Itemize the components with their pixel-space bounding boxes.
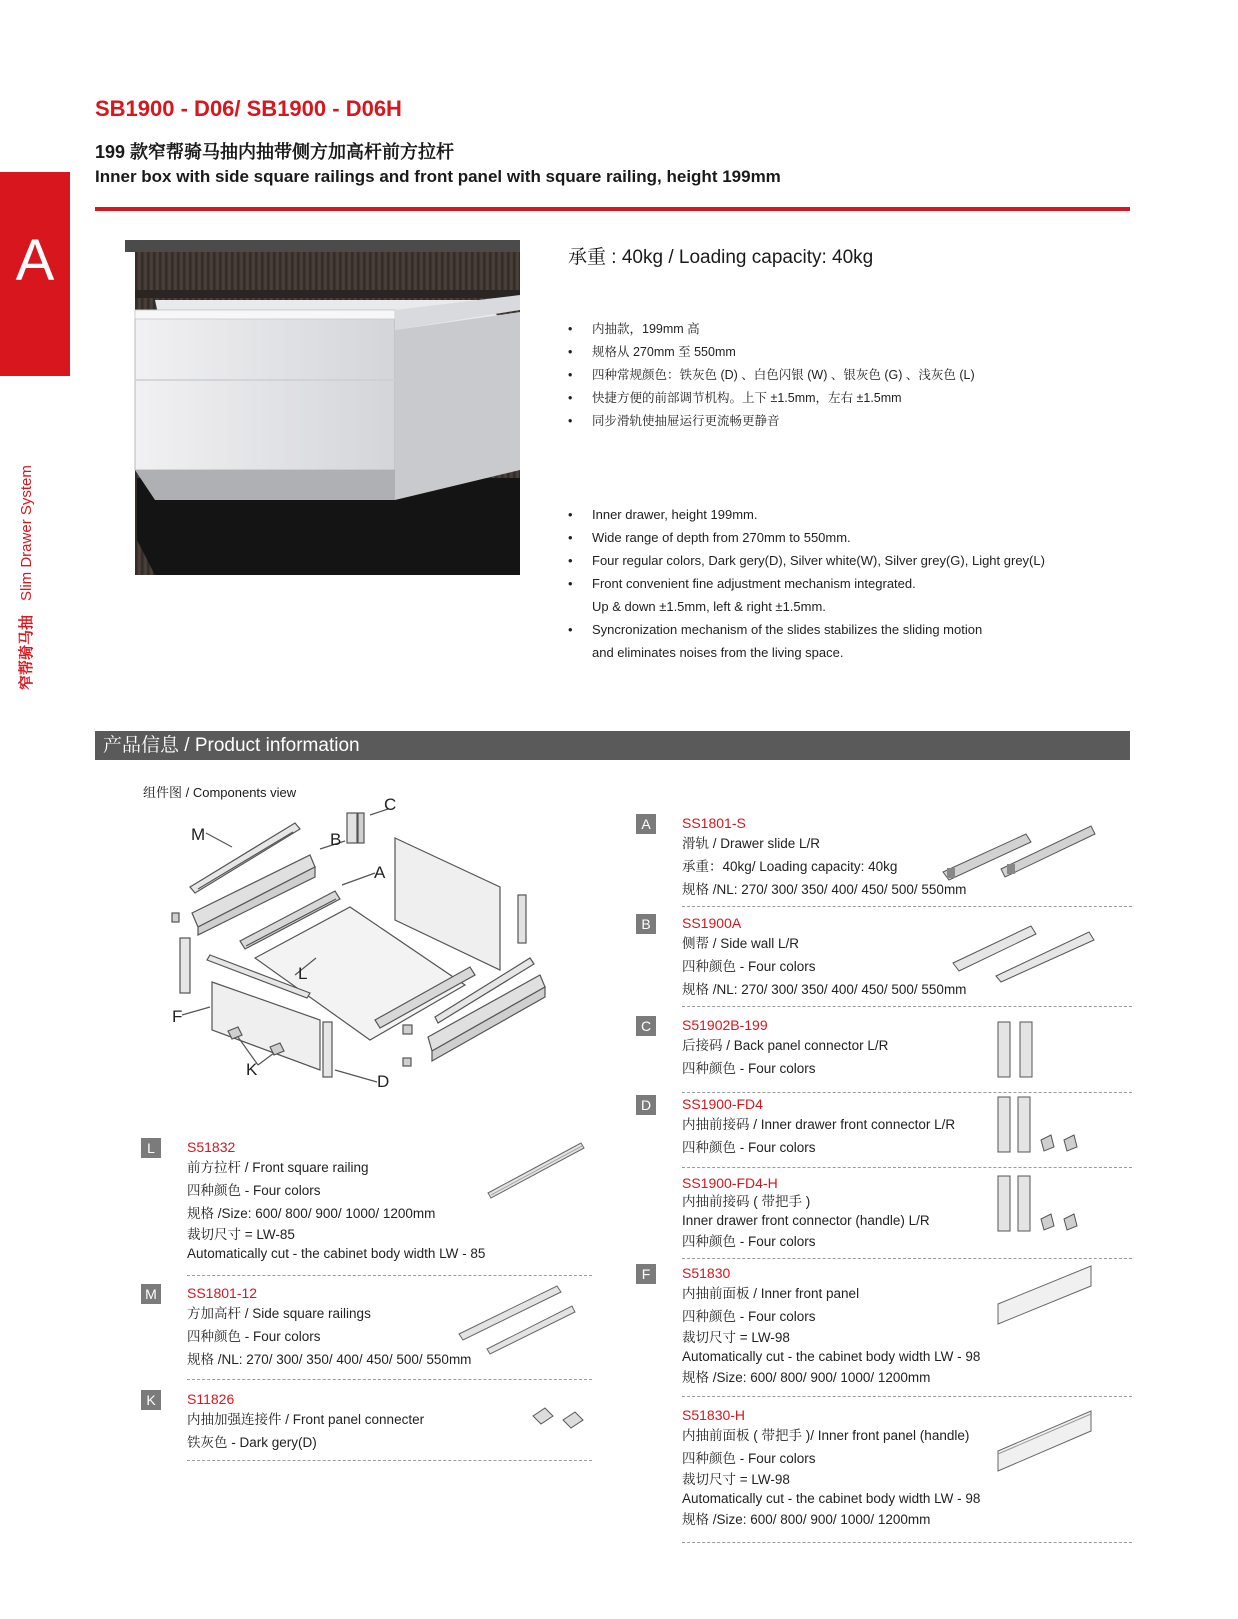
feature-en [568, 549, 1045, 572]
component-colors: 四种颜色 - Four colors [682, 1061, 816, 1076]
component-badge: F [636, 1264, 656, 1284]
item-divider [682, 1396, 1132, 1397]
feature-list-en [568, 503, 1045, 664]
component-capacity: 承重：40kg/ Loading capacity: 40kg [682, 859, 898, 874]
feature-en-text: Front convenient fine adjustment mechanism integrated. [592, 576, 916, 591]
component-colors: 四种颜色 - Four colors [187, 1329, 321, 1344]
component-colors: 四种颜色 - Four colors [682, 1234, 816, 1249]
feature-en [568, 618, 1045, 664]
component-desc: 方加高杆 / Side square railings [187, 1306, 371, 1321]
callout-M: M [191, 825, 206, 844]
callout-K: K [246, 1060, 258, 1079]
product-title-en: Inner box with side square railings and front panel with square railing, height 199mm [95, 167, 781, 186]
component-code: SS1801-S [682, 815, 746, 831]
component-desc: 内抽前面板 / Inner front panel [682, 1286, 860, 1301]
feature-zh: • 内抽款，199mm 高 [568, 318, 975, 341]
callout-L: L [298, 964, 308, 983]
component-badge: M [141, 1284, 161, 1304]
component-code: S51902B-199 [682, 1017, 768, 1033]
component-F [636, 1264, 1131, 1404]
component-badge: K [141, 1390, 161, 1410]
component-F-handle [636, 1406, 1131, 1546]
callout-F: F [172, 1007, 183, 1026]
component-colors: 四种颜色 - Four colors [682, 959, 816, 974]
component-cut-note: Automatically cut - the cabinet body width LW - 85 [187, 1246, 486, 1261]
product-code-title: SB1900 - D06/ SB1900 - D06H [95, 96, 402, 121]
item-divider [682, 1006, 1132, 1007]
section-letter: A [15, 228, 55, 293]
feature-list-zh [568, 318, 975, 433]
component-desc: 侧帮 / Side wall L/R [682, 936, 800, 951]
side-railings-thumb [457, 1284, 577, 1354]
back-connector-thumb [996, 1020, 1046, 1082]
item-divider [682, 906, 1132, 907]
component-code: S51832 [187, 1139, 236, 1155]
component-badge: C [636, 1016, 656, 1036]
component-D-handle [636, 1174, 1131, 1262]
component-colors: 四种颜色 - Four colors [682, 1451, 816, 1466]
item-divider [187, 1275, 592, 1276]
component-colors: 铁灰色 - Dark gery(D) [187, 1435, 317, 1450]
component-cut-note: Automatically cut - the cabinet body width LW - 98 [682, 1491, 981, 1506]
inner-front-panel-thumb [996, 1264, 1096, 1329]
feature-en-text: Syncronization mechanism of the slides stabilizes the sliding motion [592, 622, 983, 637]
component-size: 规格 /Size: 600/ 800/ 900/ 1000/ 1200mm [682, 1370, 931, 1385]
item-divider [187, 1460, 592, 1461]
loading-capacity: 承重 : 40kg / Loading capacity: 40kg [568, 247, 874, 268]
item-divider [682, 1092, 1132, 1093]
title-divider [95, 207, 1130, 211]
side-wall-thumb [951, 918, 1096, 983]
callout-C: C [384, 795, 397, 814]
feature-en-continued: Up & down ±1.5mm, left & right ±1.5mm. [592, 599, 826, 614]
component-desc: 内抽前接码 ( 带把手 ) [682, 1194, 811, 1209]
side-category-zh: 窄帮骑马抽 [18, 614, 35, 690]
component-code: SS1801-12 [187, 1285, 258, 1301]
feature-en [568, 526, 1045, 549]
component-badge: A [636, 814, 656, 834]
inner-front-panel-handle-thumb [996, 1406, 1096, 1476]
component-code: SS1900A [682, 915, 742, 931]
component-C [636, 1016, 1131, 1096]
component-size: 规格 /NL: 270/ 300/ 350/ 400/ 450/ 500/ 550mm [187, 1352, 472, 1367]
component-code: S11826 [187, 1391, 235, 1407]
component-K [141, 1390, 596, 1470]
component-size: 规格 /Size: 600/ 800/ 900/ 1000/ 1200mm [187, 1206, 436, 1221]
component-size: 规格 /NL: 270/ 300/ 350/ 400/ 450/ 500/ 550mm [682, 982, 967, 997]
feature-zh: • 同步滑轨使抽屉运行更流畅更静音 [568, 410, 975, 433]
drawer-slide-thumb [941, 814, 1096, 889]
callout-B: B [330, 830, 342, 849]
component-size: 规格 /Size: 600/ 800/ 900/ 1000/ 1200mm [682, 1512, 931, 1527]
feature-zh: • 规格从 270mm 至 550mm [568, 341, 975, 364]
component-code: S51830-H [682, 1407, 746, 1423]
product-title-zh: 199 款窄帮骑马抽内抽带侧方加高杆前方拉杆 [95, 142, 455, 162]
component-desc: 滑轨 / Drawer slide L/R [682, 836, 821, 851]
front-railing-thumb [486, 1138, 586, 1203]
component-badge: D [636, 1095, 656, 1115]
panel-connector-thumb [531, 1404, 591, 1434]
component-code: SS1900-FD4 [682, 1096, 763, 1112]
component-desc: 前方拉杆 / Front square railing [187, 1160, 369, 1175]
component-B [636, 914, 1131, 1014]
exploded-view-diagram [170, 795, 570, 1130]
component-desc: 内抽前接码 / Inner drawer front connector L/R [682, 1117, 956, 1132]
front-connector-thumb [996, 1095, 1091, 1163]
item-divider [187, 1379, 592, 1380]
feature-en-text: Wide range of depth from 270mm to 550mm. [592, 530, 851, 545]
component-desc: 内抽前面板 ( 带把手 )/ Inner front panel (handle) [682, 1428, 970, 1443]
feature-en [568, 503, 1045, 526]
feature-en-text: Four regular colors, Dark gery(D), Silver white(W), Silver grey(G), Light grey(L) [592, 553, 1045, 568]
feature-en-text: Inner drawer, height 199mm. [592, 507, 758, 522]
components-view-label: 组件图 / Components view [143, 785, 297, 800]
component-colors: 四种颜色 - Four colors [682, 1309, 816, 1324]
component-code: SS1900-FD4-H [682, 1175, 778, 1191]
side-category-en: Slim Drawer System [18, 465, 35, 601]
section-header-product-info: 产品信息 / Product information [95, 731, 1130, 760]
component-D [636, 1095, 1131, 1175]
component-desc: 后接码 / Back panel connector L/R [682, 1038, 889, 1053]
feature-zh: • 四种常规颜色：铁灰色 (D) 、白色闪银 (W) 、银灰色 (G) 、浅灰色 (L) [568, 364, 975, 387]
front-connector-handle-thumb [996, 1174, 1091, 1242]
component-badge: B [636, 914, 656, 934]
side-category-label [14, 390, 40, 690]
item-divider [682, 1258, 1132, 1259]
component-L [141, 1138, 596, 1278]
feature-en [568, 572, 1045, 618]
component-cut: 裁切尺寸 = LW-98 [682, 1330, 790, 1345]
component-size: 规格 /NL: 270/ 300/ 350/ 400/ 450/ 500/ 550mm [682, 882, 967, 897]
component-colors: 四种颜色 - Four colors [682, 1140, 816, 1155]
component-desc-en: Inner drawer front connector (handle) L/R [682, 1213, 930, 1228]
callout-A: A [374, 863, 386, 882]
item-divider [682, 1167, 1132, 1168]
component-A [636, 814, 1131, 914]
component-cut: 裁切尺寸 = LW-85 [187, 1227, 295, 1242]
product-photo [95, 240, 520, 575]
component-cut-note: Automatically cut - the cabinet body width LW - 98 [682, 1349, 981, 1364]
feature-en-continued: and eliminates noises from the living space. [592, 645, 844, 660]
callout-D: D [377, 1072, 390, 1091]
component-M [141, 1284, 596, 1384]
item-divider [682, 1542, 1132, 1543]
component-desc: 内抽加强连接件 / Front panel connecter [187, 1412, 425, 1427]
component-code: S51830 [682, 1265, 731, 1281]
feature-zh: • 快捷方便的前部调节机构。上下 ±1.5mm，左右 ±1.5mm [568, 387, 975, 410]
component-badge: L [141, 1138, 161, 1158]
component-colors: 四种颜色 - Four colors [187, 1183, 321, 1198]
component-cut: 裁切尺寸 = LW-98 [682, 1472, 790, 1487]
